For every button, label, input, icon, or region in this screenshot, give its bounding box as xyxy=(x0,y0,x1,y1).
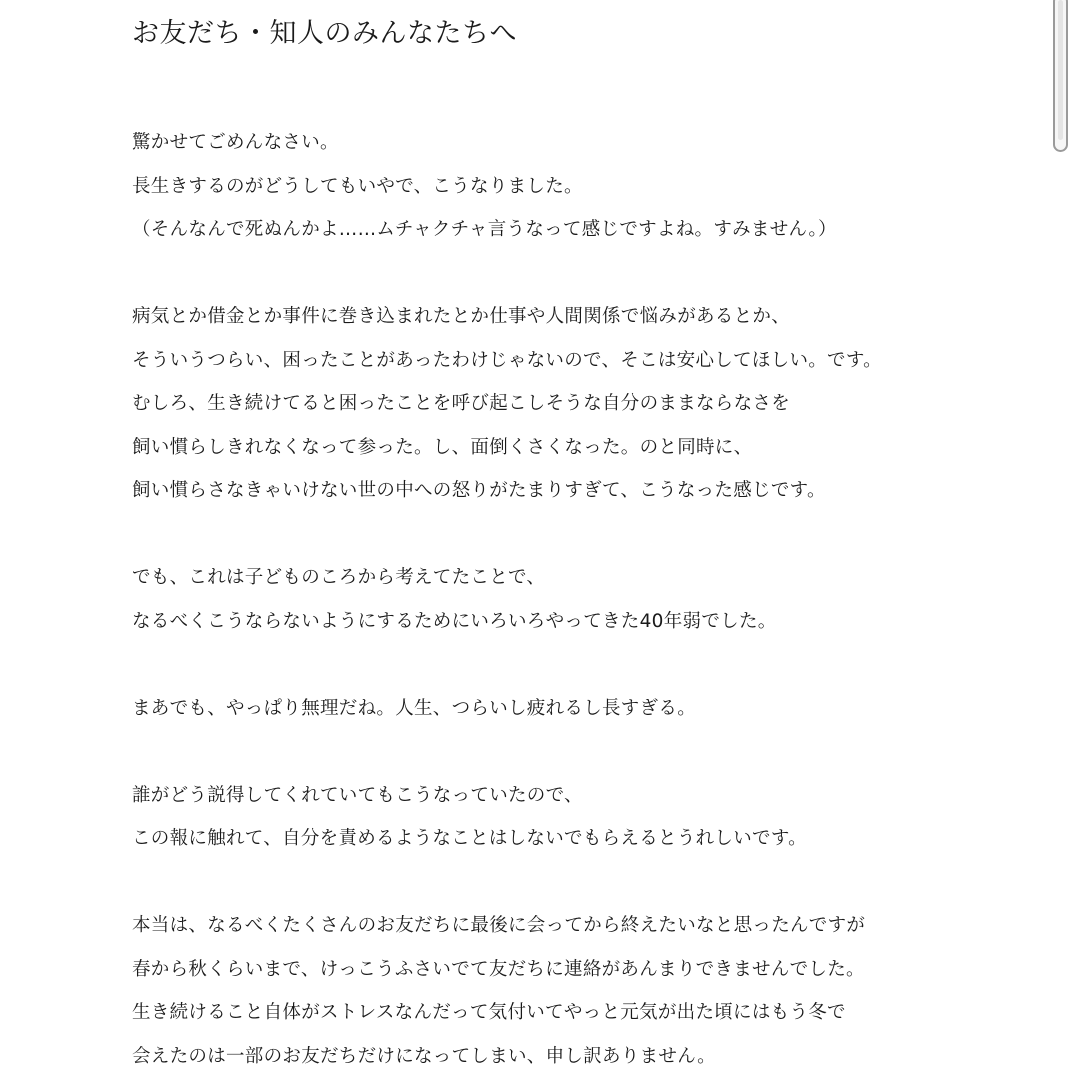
text-line: 飼い慣らしきれなくなって参った。し、面倒くさくなった。のと同時に、 xyxy=(132,436,753,458)
letter-body xyxy=(132,121,1012,1080)
paragraph xyxy=(132,687,1012,731)
text-line: 長生きするのがどうしてもいやで、こうなりました。 xyxy=(132,175,583,197)
text-line: まあでも、やっぱり無理だね。人生、つらいし疲れるし長すぎる。 xyxy=(132,697,697,719)
text-line: この報に触れて、自分を責めるようなことはしないでもらえるとうれしいです。 xyxy=(132,828,807,849)
text-line: 病気とか借金とか事件に巻き込まれたとか仕事や人間関係で悩みがあるとか、 xyxy=(132,306,791,327)
text-line: 生き続けること自体がストレスなんだって気付いてやっと元気が出た頃にはもう冬で xyxy=(132,1002,846,1023)
paragraph xyxy=(132,556,1012,643)
text-line: そういうつらい、困ったことがあったわけじゃないので、そこは安心してほしい。です。 xyxy=(132,349,882,371)
text-line: 誰がどう説得してくれていてもこうなっていたので、 xyxy=(132,784,583,806)
text-line: （そんなんで死ぬんかよ……ムチャクチャ言うなって感じですよね。すみません。） xyxy=(132,219,837,240)
paragraph xyxy=(132,295,1012,513)
text-line: なるべくこうならないようにするためにいろいろやってきた40年弱でした。 xyxy=(132,610,777,632)
page-title: お友だち・知人のみんなたちへ xyxy=(132,18,517,49)
text-line: 会えたのは一部のお友だちだけになってしまい、申し訳ありません。 xyxy=(132,1045,716,1067)
vertical-scrollbar[interactable] xyxy=(1053,0,1068,152)
paragraph xyxy=(132,904,1012,1078)
text-line: むしろ、生き続けてると困ったことを呼び起こしそうな自分のままならなさを xyxy=(132,393,791,414)
text-line: 春から秋くらいまで、けっこうふさいでて友だちに連絡があんまりできませんでした。 xyxy=(132,958,865,980)
text-line: 驚かせてごめんなさい。 xyxy=(132,132,339,153)
text-line: でも、これは子どものころから考えてたことで、 xyxy=(132,567,546,588)
paragraph xyxy=(132,774,1012,861)
text-line: 飼い慣らさなきゃいけない世の中への怒りがたまりすぎて、こうなった感じです。 xyxy=(132,480,826,501)
scrollbar-thumb[interactable] xyxy=(1058,0,1063,140)
text-line: 本当は、なるべくたくさんのお友だちに最後に会ってから終えたいなと思ったんですが xyxy=(132,915,866,936)
paragraph xyxy=(132,121,1012,252)
